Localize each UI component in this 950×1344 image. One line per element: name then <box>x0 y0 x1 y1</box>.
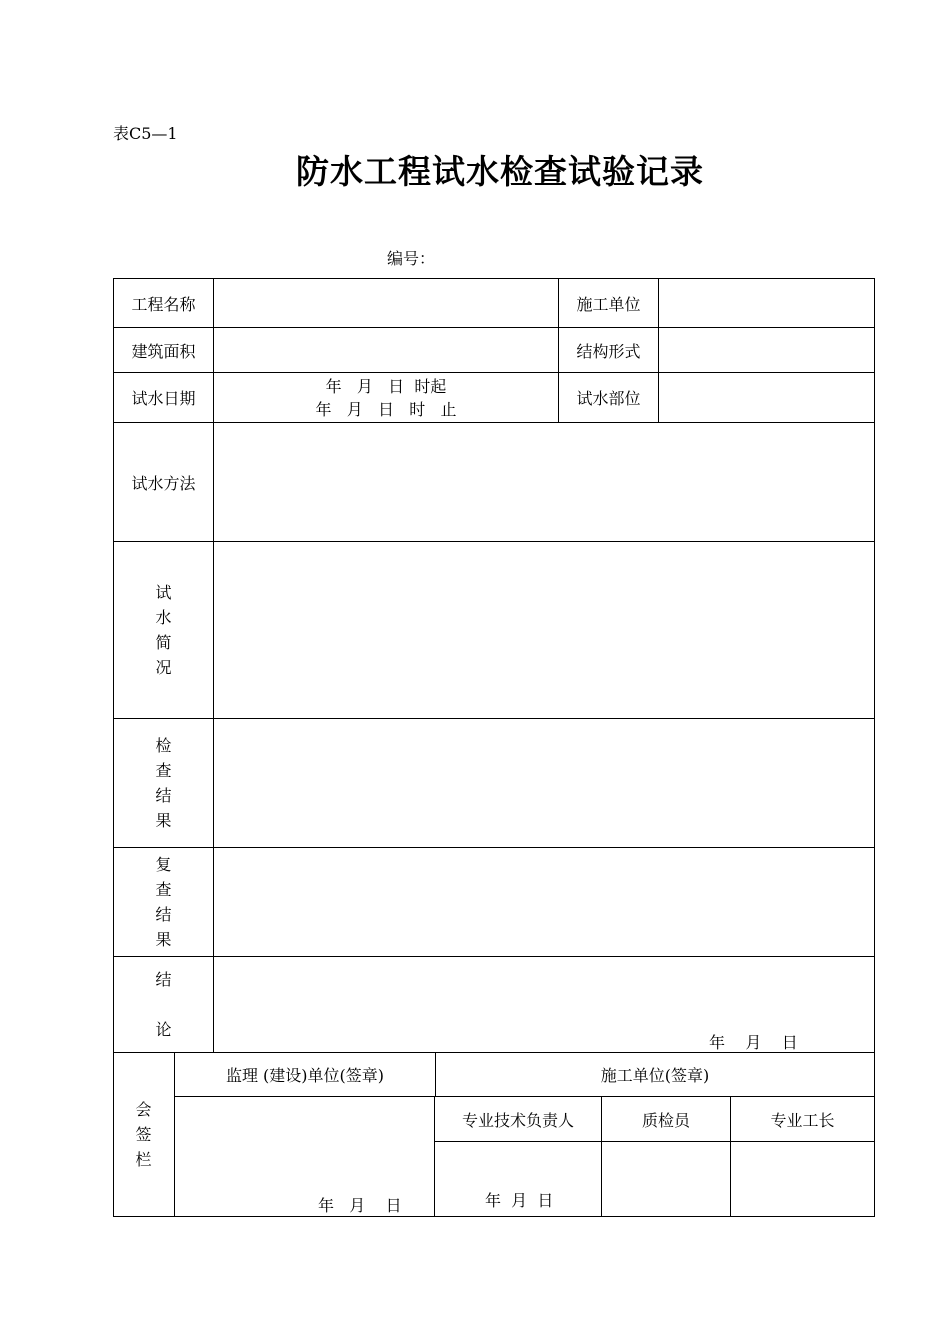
number-label: 编号： <box>387 249 436 268</box>
label-structure-type: 结构形式 <box>576 341 641 361</box>
label-test-location: 试水部位 <box>576 389 641 408</box>
field-construction-unit[interactable] <box>659 279 874 327</box>
label-construction-unit-seal: 施工单位(签章) <box>600 1066 710 1085</box>
label-construction-unit: 施工单位 <box>576 294 641 314</box>
label-building-area: 建筑面积 <box>131 341 196 361</box>
label-supervision-unit: 监理 (建设)单位(签章) <box>225 1066 385 1085</box>
construction-date: 年 月 日 <box>485 1191 554 1210</box>
field-building-area[interactable] <box>214 328 558 372</box>
field-recheck-result[interactable] <box>214 848 874 956</box>
label-inspector: 质检员 <box>641 1110 690 1130</box>
label-test-method: 试水方法 <box>131 473 196 493</box>
page-title: 防水工程试水检查试验记录 <box>296 152 704 191</box>
test-date-start: 年 月 日 时起 <box>325 376 447 396</box>
field-check-result[interactable] <box>214 719 874 847</box>
test-date-end: 年 月 日 时 止 <box>315 399 457 419</box>
conclusion-date: 年 月 日 <box>709 1033 798 1052</box>
field-inspector-signature[interactable] <box>602 1142 730 1216</box>
field-test-method[interactable] <box>214 423 874 541</box>
supervision-date: 年 月 日 <box>318 1196 402 1215</box>
field-test-date[interactable] <box>214 373 558 422</box>
label-conclusion: 结 论 <box>155 969 172 1039</box>
label-signoff: 会 签 栏 <box>135 1100 152 1169</box>
field-test-summary[interactable] <box>214 542 874 718</box>
field-project-name[interactable] <box>214 279 558 327</box>
label-tech-lead: 专业技术负责人 <box>461 1110 574 1130</box>
field-foreman-signature[interactable] <box>731 1142 874 1216</box>
field-test-location[interactable] <box>659 373 874 422</box>
label-foreman: 专业工长 <box>770 1110 835 1130</box>
label-test-date: 试水日期 <box>131 389 196 408</box>
label-recheck-result: 复 查 结 果 <box>155 855 172 949</box>
form-code: 表C5—1 <box>113 124 178 143</box>
label-test-summary: 试 水 简 况 <box>155 583 172 677</box>
field-structure-type[interactable] <box>659 328 874 372</box>
label-check-result: 检 查 结 果 <box>155 736 172 830</box>
label-project-name: 工程名称 <box>131 294 196 314</box>
